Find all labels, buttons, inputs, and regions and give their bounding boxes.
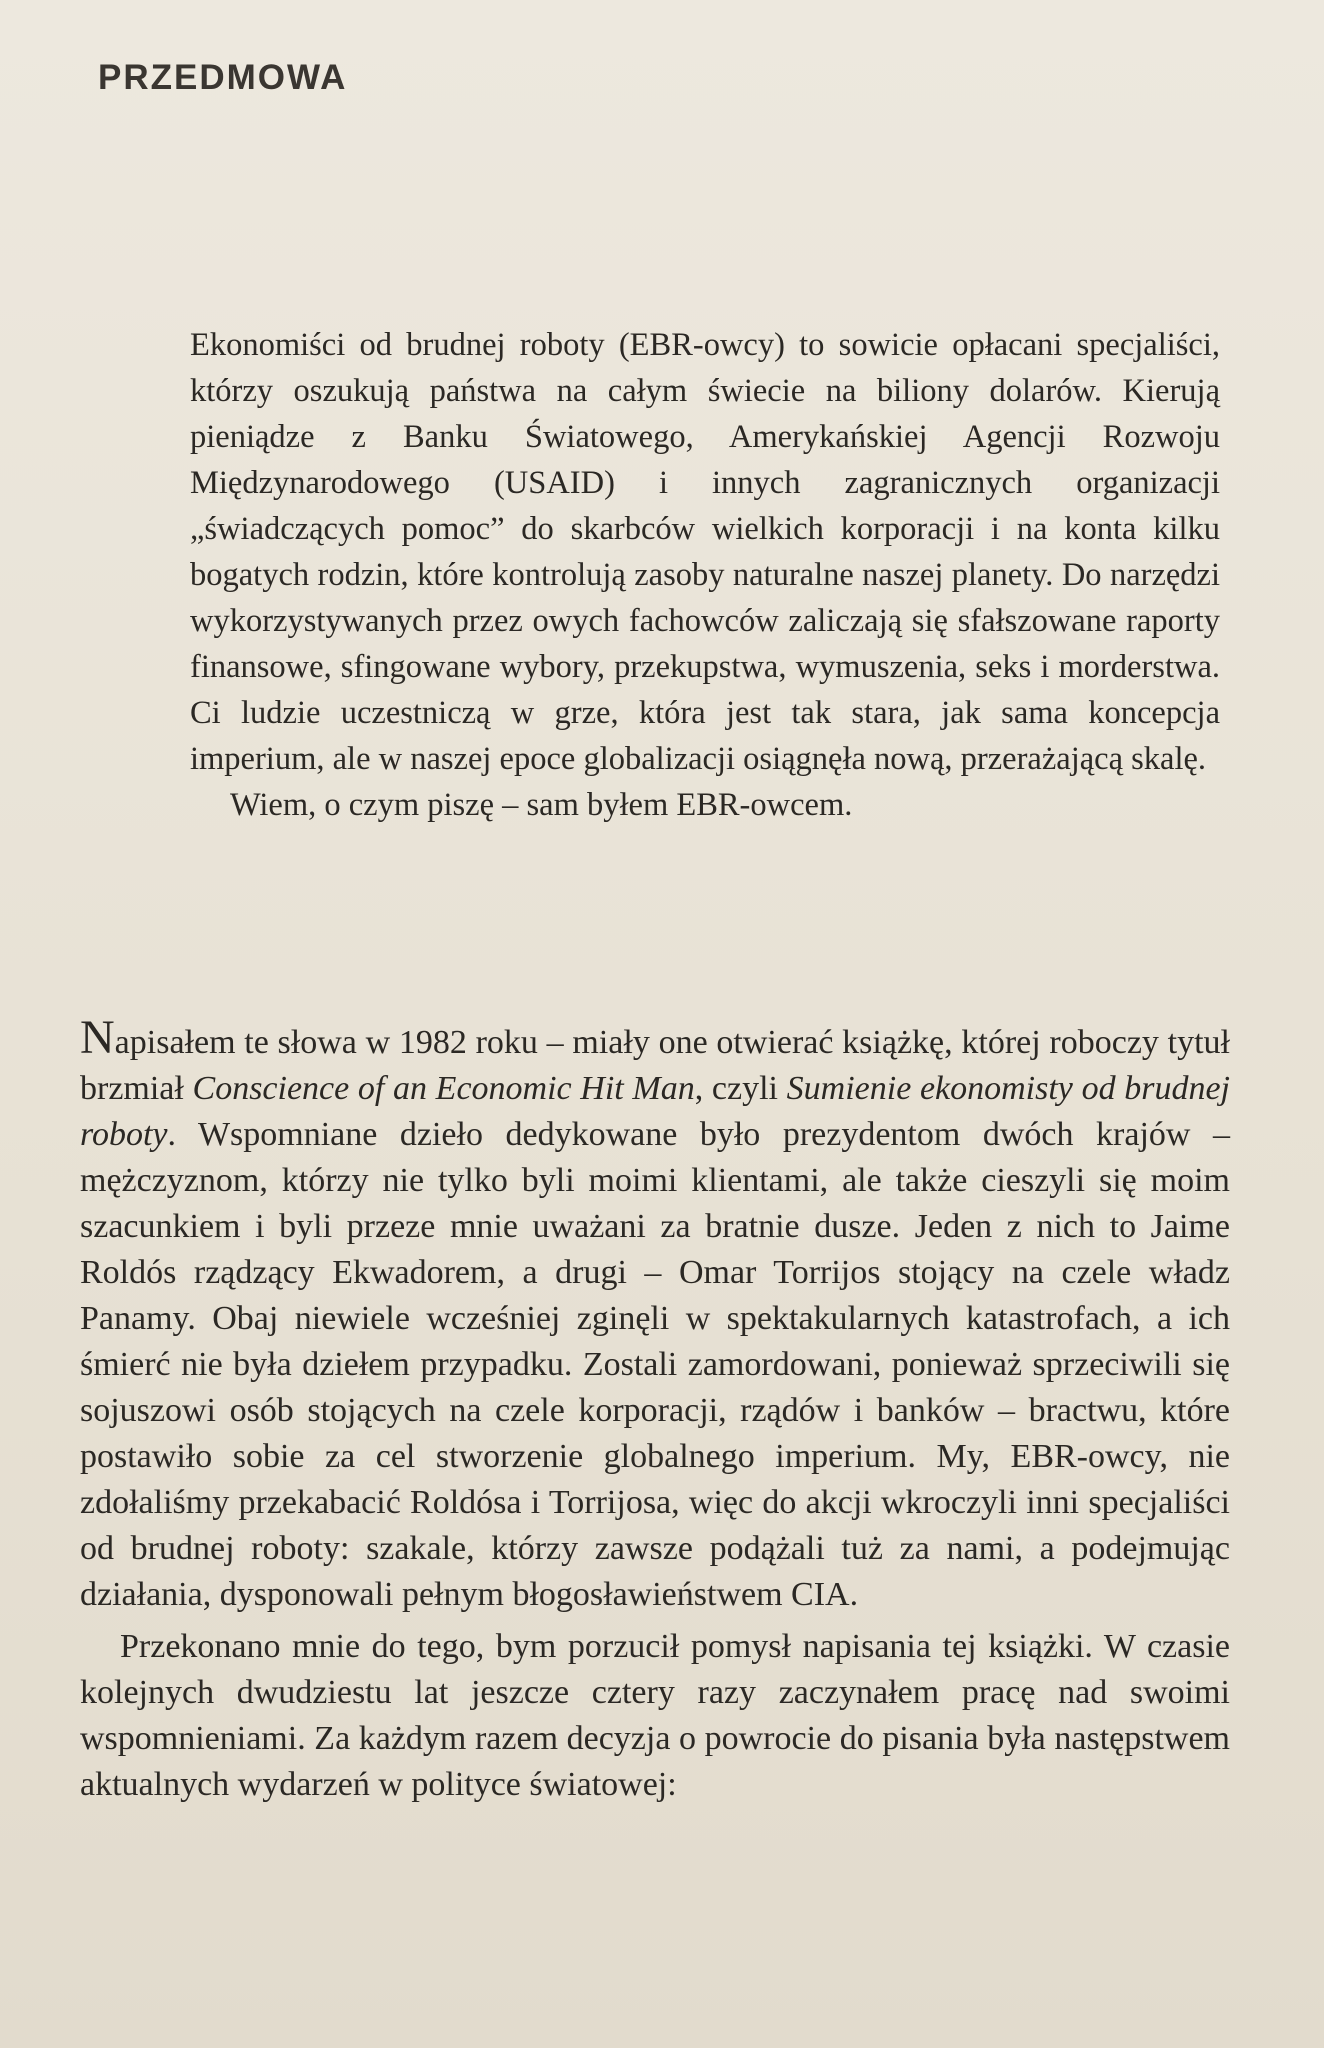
body-paragraph	[80, 1011, 1231, 1618]
epigraph-paragraph: Wiem, o czym piszę – sam byłem EBR-owcem.	[230, 787, 853, 823]
book-title-original: Conscience of an Economic Hit Man	[192, 1070, 695, 1107]
body-text	[80, 1011, 1231, 1808]
book-title-translation: Sumienie ekonomisty od brudnej roboty	[80, 1070, 1231, 1153]
body-text-span: , czyli	[694, 1070, 787, 1107]
body-text-span: apisałem te słowa w 1982 roku – miały one otwierać książkę, której roboczy tytuł brzmiał	[80, 1024, 1230, 1107]
drop-cap: N	[80, 1011, 115, 1064]
body-paragraph: Przekonano mnie do tego, bym porzucił pomysł napisania tej książki. W czasie kolejnych dwudziestu lat jeszcze cztery razy zaczynałem pracę nad swoimi wspomnieniami. Za każdym razem decyzja o powrocie do pisania była następstwem aktualnych wydarzeń w polityce światowej:	[80, 1628, 1230, 1803]
epigraph-block	[190, 322, 1220, 828]
running-head: PRZEDMOWA	[98, 58, 348, 97]
body-text-span: . Wspomniane dzieło dedykowane było prezydentom dwóch krajów – mężczyznom, którzy nie tylko byli moimi klientami, ale także cieszyli się moim szacunkiem i byli przeze mnie uważani za bratnie dusze. Jeden z nich to Jaime Roldós rządzący Ekwadorem, a drugi – Omar Torrijos stojący na czele władz Panamy. Obaj niewiele wcześniej zginęli w spektakularnych katastrofach, a ich śmierć nie była dziełem przypadku. Zostali zamordowani, ponieważ sprzeciwili się sojuszowi osób stojących na czele korporacji, rządów i banków – bractwu, które postawiło sobie za cel stworzenie globalnego imperium. My, EBR-owcy, nie zdołaliśmy przekabacić Roldósa i Torrijosa, więc do akcji wkroczyli inni specjaliści od brudnej roboty: szakale, którzy zawsze podążali tuż za nami, a podejmując działania, dysponowali pełnym błogosławieństwem CIA.	[80, 1116, 1230, 1613]
epigraph-paragraph: Ekonomiści od brudnej roboty (EBR-owcy) to sowicie opłacani specjaliści, którzy oszukują państwa na całym świecie na biliony dolarów. Kierują pieniądze z Banku Światowego, Amerykańskiej Agencji Rozwoju Międzynarodowego (USAID) i innych zagranicznych organizacji „świadczących pomoc” do skarbców wielkich korporacji i na konta kilku bogatych rodzin, które kontrolują zasoby naturalne naszej planety. Do narzędzi wykorzystywanych przez owych fachowców zaliczają się sfałszowane raporty finansowe, sfingowane wybory, przekupstwa, wymuszenia, seks i morderstwa. Ci ludzie uczestniczą w grze, która jest tak stara, jak sama koncepcja imperium, ale w naszej epoce globalizacji osiągnęła nową, przerażającą skalę.	[190, 327, 1220, 777]
